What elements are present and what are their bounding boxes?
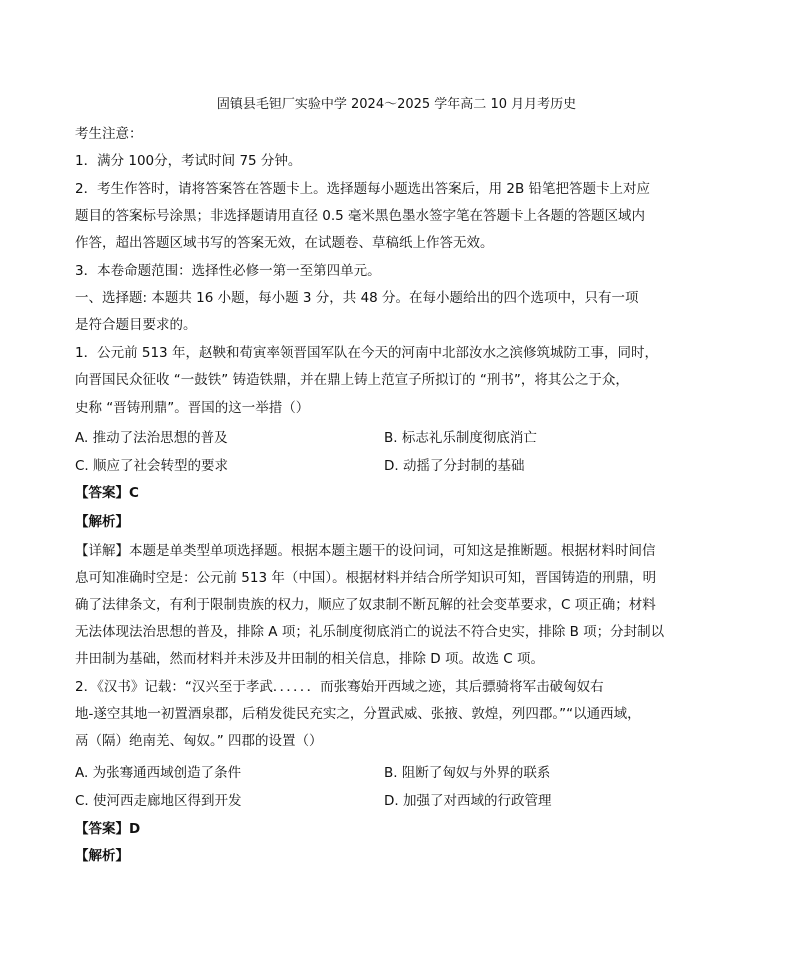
q2-option-b: B. 阻断了匈奴与外界的联系 [384,765,551,781]
q1-detail-1: 【详解】本题是单类型单项选择题。根据本题主题干的设问词，可知这是推断题。根据材料时间信 [75,543,656,559]
note-2-cont-1: 题目的答案标号涂黑；非选择题请用直径 0.5 毫米黑色墨水签字笔在答题卡上各题的答题区域内 [75,208,646,224]
q1-detail-5: 井田制为基础，然而材料并未涉及井田制的相关信息，排除 D 项。故选 C 项。 [75,651,544,667]
q2-stem: 2．《汉书》记载：“汉兴至于孝武．．．．．．而张骞始开西域之迹，其后骠骑将军击破匈奴右 [75,679,604,695]
q2-stem-cont-2: 鬲（隔）绝南羌、匈奴。” 四郡的设置（） [75,733,323,749]
page-title: 固镇县毛钽厂实验中学 2024～2025 学年高二 10 月月考历史 [216,97,577,112]
note-1: 1．满分 100分，考试时间 75 分钟。 [75,153,302,169]
q2-analysis-label: 【解析】 [75,848,129,864]
q2-answer: 【答案】D [75,821,141,837]
q1-option-c: C. 顺应了社会转型的要求 [75,458,229,474]
q1-stem: 1．公元前 513 年，赵鞅和荀寅率领晋国军队在今天的河南中北部汝水之滨修筑城防工事，同时， [75,345,658,361]
q1-option-b: B. 标志礼乐制度彻底消亡 [384,430,537,446]
q1-option-d: D. 动摇了分封制的基础 [384,458,525,474]
q1-stem-cont-1: 向晋国民众征收 “一鼓铁” 铸造铁鼎，并在鼎上铸上范宣子所拟订的 “刑书”，将其公之于众， [75,372,629,388]
q2-option-c: C. 使河西走廊地区得到开发 [75,793,242,809]
note-2: 2．考生作答时，请将答案答在答题卡上。选择题每小题选出答案后，用 2B 铅笔把答题卡上对应 [75,181,651,197]
section-heading: 一、选择题: 本题共 16 小题，每小题 3 分，共 48 分。在每小题给出的四个选项中，只有一项 [75,290,639,306]
notice-heading: 考生注意： [75,126,143,142]
q1-stem-cont-2: 史称 “晋铸刑鼎”。晋国的这一举措（） [75,400,310,416]
q2-option-a: A. 为张骞通西域创造了条件 [75,765,242,781]
section-heading-cont: 是符合题目要求的。 [75,317,197,333]
note-2-cont-2: 作答，超出答题区域书写的答案无效，在试题卷、草稿纸上作答无效。 [75,235,494,251]
q1-detail-4: 无法体现法治思想的普及，排除 A 项；礼乐制度彻底消亡的说法不符合史实，排除 B 项；分封制以 [75,624,665,640]
q2-option-d: D. 加强了对西域的行政管理 [384,793,552,809]
q1-analysis-label: 【解析】 [75,514,129,530]
q1-option-a: A. 推动了法治思想的普及 [75,430,228,446]
q1-answer: 【答案】C [75,485,139,501]
q1-detail-2: 息可知准确时空是：公元前 513 年（中国）。根据材料并结合所学知识可知，晋国铸造的刑鼎，明 [75,570,657,586]
q2-stem-cont-1: 地-遂空其地一初置酒泉郡，后稍发徙民充实之，分置武威、张掖、敦煌，列四郡。”“以通西域， [75,706,641,722]
note-3: 3．本卷命题范围：选择性必修一第一至第四单元。 [75,263,381,279]
q1-detail-3: 确了法律条文，有利于限制贵族的权力，顺应了奴隶制不断瓦解的社会变革要求，C 项正确；材料 [75,597,656,613]
